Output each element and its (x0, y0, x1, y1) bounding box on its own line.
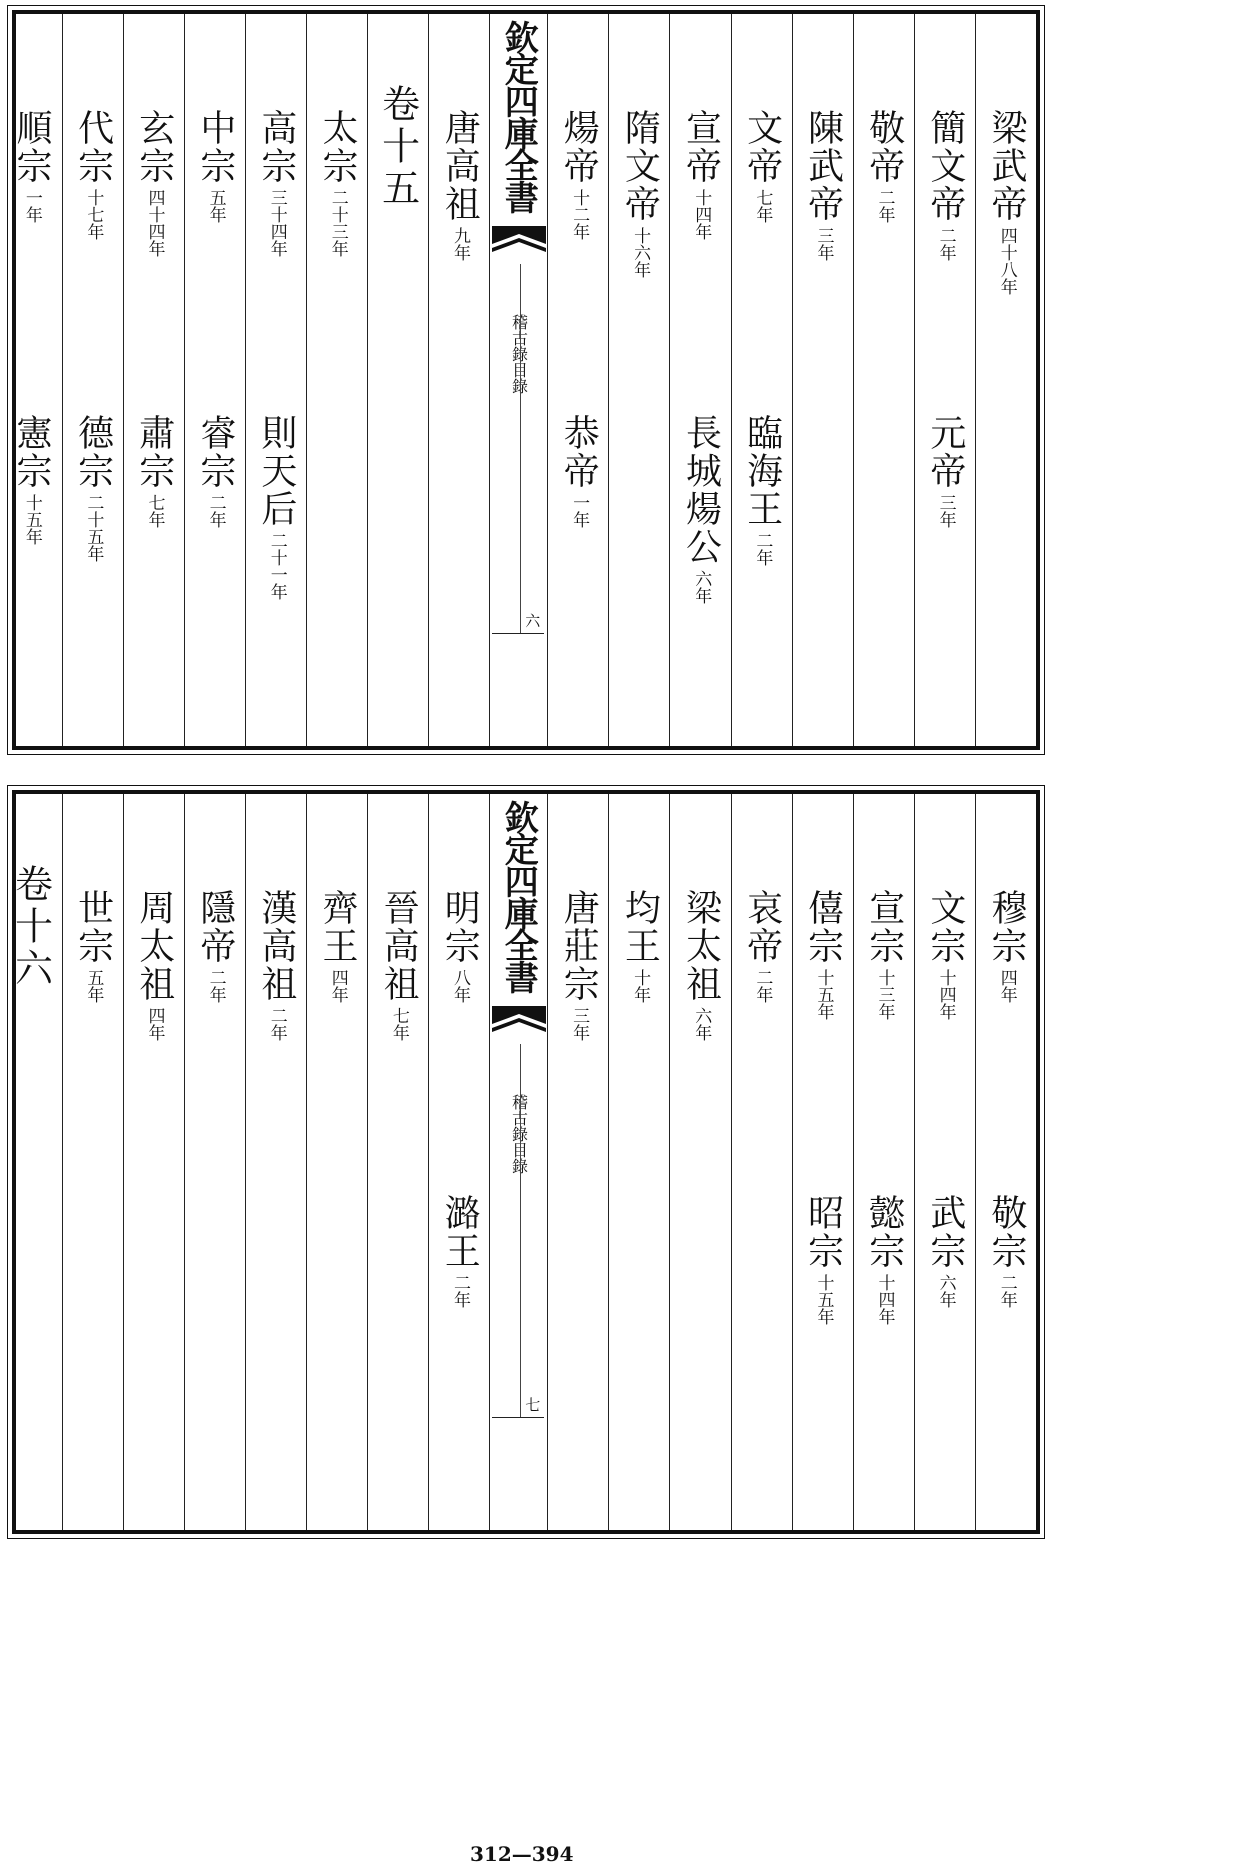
ruler-name: 敬宗 (985, 1194, 1027, 1270)
reign-years: 二年 (205, 494, 226, 528)
text-column (608, 794, 669, 1530)
reign-entry (246, 414, 306, 600)
ruler-name: 中宗 (194, 109, 236, 185)
ruler-name: 宣帝 (680, 109, 722, 185)
reign-entry (548, 109, 608, 240)
ruler-name: 潞王 (439, 1194, 481, 1270)
reign-years: 二十三年 (327, 189, 348, 257)
reign-entry (124, 414, 184, 528)
text-column (975, 14, 1036, 746)
ruler-name: 昭宗 (802, 1194, 844, 1270)
ruler-name: 梁武帝 (985, 109, 1027, 223)
text-column (914, 14, 975, 746)
reign-entry (307, 889, 367, 1003)
text-column (1, 14, 62, 746)
folio-rule (492, 1417, 544, 1418)
ruler-name: 哀帝 (741, 889, 783, 965)
text-column (367, 794, 428, 1530)
text-column (731, 794, 792, 1530)
reign-entry (63, 889, 123, 1003)
text-column (428, 794, 489, 1530)
reign-years: 二年 (449, 1274, 470, 1308)
reign-entry (732, 889, 792, 1003)
reign-years: 四十四年 (144, 189, 165, 257)
ruler-name: 肅宗 (133, 414, 175, 490)
reign-years: 二年 (935, 227, 956, 261)
reign-years: 七年 (388, 1007, 409, 1041)
ruler-name: 代宗 (72, 109, 114, 185)
reign-entry (185, 109, 245, 223)
ruler-name: 僖宗 (802, 889, 844, 965)
reign-years: 五年 (205, 189, 226, 223)
text-column (792, 794, 853, 1530)
reign-entry (976, 109, 1036, 295)
reign-years: 六年 (935, 1274, 956, 1308)
top-page (12, 10, 1040, 750)
ruler-name: 憲宗 (11, 414, 53, 490)
reign-years: 十四年 (935, 969, 956, 1020)
reign-years: 六年 (691, 1007, 712, 1041)
reign-entry (246, 109, 306, 257)
ruler-name: 簡文帝 (924, 109, 966, 223)
reign-entry (732, 109, 792, 223)
reign-entry (915, 1194, 975, 1308)
ruler-name: 文帝 (741, 109, 783, 185)
ruler-name: 高宗 (255, 109, 297, 185)
reign-years: 七年 (144, 494, 165, 528)
folio-rule (492, 633, 544, 634)
text-column (184, 14, 245, 746)
text-column (547, 794, 608, 1530)
reign-years: 四年 (327, 969, 348, 1003)
reign-entry (854, 889, 914, 1020)
ruler-name: 穆宗 (985, 889, 1027, 965)
ruler-name: 宣宗 (863, 889, 905, 965)
text-column (184, 794, 245, 1530)
text-column (123, 794, 184, 1530)
reign-entry (548, 889, 608, 1041)
text-column (367, 14, 428, 746)
ruler-name: 世宗 (72, 889, 114, 965)
ruler-name: 懿宗 (863, 1194, 905, 1270)
reign-entry (429, 109, 489, 261)
text-column (669, 794, 730, 1530)
reign-years: 十六年 (630, 227, 651, 278)
ruler-name: 文宗 (924, 889, 966, 965)
reign-entry (793, 1194, 853, 1325)
reign-entry (63, 414, 123, 562)
fold-line (520, 264, 521, 634)
ruler-name: 均王 (619, 889, 661, 965)
text-column (62, 794, 123, 1530)
collection-title: 欽定四庫全書 (498, 800, 539, 992)
text-column (975, 794, 1036, 1530)
reign-years: 十四年 (691, 189, 712, 240)
reign-entry (670, 889, 730, 1041)
text-column (669, 14, 730, 746)
reign-years: 二十一年 (266, 532, 287, 600)
ruler-name: 煬帝 (558, 109, 600, 185)
reign-entry (854, 109, 914, 223)
reign-years: 二年 (205, 969, 226, 1003)
text-column (245, 14, 306, 746)
ruler-name: 太宗 (317, 109, 359, 185)
ruler-name: 齊王 (317, 889, 359, 965)
reign-years: 十七年 (83, 189, 104, 240)
reign-years: 二年 (752, 969, 773, 1003)
reign-entry (915, 109, 975, 261)
reign-entry (246, 889, 306, 1041)
text-column (62, 14, 123, 746)
reign-entry (609, 109, 669, 278)
ruler-name: 唐莊宗 (558, 889, 600, 1003)
reign-years: 五年 (83, 969, 104, 1003)
reign-entry (976, 889, 1036, 1003)
reign-entry (124, 109, 184, 257)
reign-entry (1, 109, 62, 223)
reign-years: 三年 (569, 1007, 590, 1041)
reign-years: 一年 (21, 189, 42, 223)
text-column (123, 14, 184, 746)
ruler-name: 漢高祖 (255, 889, 297, 1003)
ruler-name: 隱帝 (194, 889, 236, 965)
reign-entry (609, 889, 669, 1003)
reign-entry (793, 889, 853, 1020)
volume-heading: 卷十五 (375, 84, 420, 210)
volume-heading: 卷十六 (8, 864, 53, 990)
fish-tail-mark-icon (492, 226, 546, 260)
reign-entry (63, 109, 123, 240)
reign-years: 十四年 (874, 1274, 895, 1325)
ruler-name: 陳武帝 (802, 109, 844, 223)
reign-years: 四年 (144, 1007, 165, 1041)
center-fold-column (489, 794, 547, 1530)
reign-years: 四年 (996, 969, 1017, 1003)
text-column (428, 14, 489, 746)
reign-entry (1, 414, 62, 545)
ruler-name: 順宗 (11, 109, 53, 185)
fish-tail-mark-icon (492, 1006, 546, 1040)
reign-years: 三年 (813, 227, 834, 261)
reign-entry (307, 109, 367, 257)
reign-years: 二年 (874, 189, 895, 223)
reign-years: 三年 (935, 494, 956, 528)
ruler-name: 晉高祖 (378, 889, 420, 1003)
reign-years: 十五年 (21, 494, 42, 545)
reign-entry (429, 1194, 489, 1308)
text-column (547, 14, 608, 746)
reign-entry (124, 889, 184, 1041)
reign-years: 十二年 (569, 189, 590, 240)
book-subtitle: 稽古錄目錄 (509, 314, 529, 394)
ruler-name: 元帝 (924, 414, 966, 490)
ruler-name: 長城煬公 (680, 414, 722, 566)
reign-entry (185, 889, 245, 1003)
reign-years: 十五年 (813, 969, 834, 1020)
reign-years: 二年 (996, 1274, 1017, 1308)
text-column (1, 794, 62, 1530)
page-footer-number: 312—394 (470, 1842, 574, 1866)
reign-entry (915, 414, 975, 528)
ruler-name: 周太祖 (133, 889, 175, 1003)
reign-entry (670, 414, 730, 604)
reign-entry (185, 414, 245, 528)
text-column (306, 794, 367, 1530)
ruler-name: 隋文帝 (619, 109, 661, 223)
reign-years: 九年 (449, 227, 470, 261)
reign-years: 六年 (691, 570, 712, 604)
ruler-name: 玄宗 (133, 109, 175, 185)
ruler-name: 唐高祖 (439, 109, 481, 223)
reign-years: 十三年 (874, 969, 895, 1020)
reign-entry (429, 889, 489, 1003)
top-columns (11, 14, 1036, 746)
center-fold-column (489, 14, 547, 746)
reign-entry (976, 1194, 1036, 1308)
text-column (731, 14, 792, 746)
text-column (914, 794, 975, 1530)
reign-entry (793, 109, 853, 261)
reign-entry (915, 889, 975, 1020)
reign-years: 四十八年 (996, 227, 1017, 295)
reign-years: 一年 (569, 494, 590, 528)
reign-years: 二年 (752, 532, 773, 566)
text-column (306, 14, 367, 746)
text-column (792, 14, 853, 746)
ruler-name: 武宗 (924, 1194, 966, 1270)
reign-years: 十年 (630, 969, 651, 1003)
reign-entry (670, 109, 730, 240)
reign-years: 七年 (752, 189, 773, 223)
ruler-name: 臨海王 (741, 414, 783, 528)
collection-title: 欽定四庫全書 (498, 20, 539, 212)
ruler-name: 德宗 (72, 414, 114, 490)
text-column (245, 794, 306, 1530)
reign-years: 二十五年 (83, 494, 104, 562)
bottom-page (8, 790, 1040, 1534)
reign-years: 八年 (449, 969, 470, 1003)
folio-number: 六 (523, 613, 542, 628)
ruler-name: 梁太祖 (680, 889, 722, 1003)
fold-line (520, 1044, 521, 1418)
folio-number: 七 (523, 1397, 542, 1412)
ruler-name: 恭帝 (558, 414, 600, 490)
reign-years: 二年 (266, 1007, 287, 1041)
reign-entry (368, 889, 428, 1041)
reign-entry (854, 1194, 914, 1325)
text-column (853, 794, 914, 1530)
text-column (608, 14, 669, 746)
reign-entry (548, 414, 608, 528)
ruler-name: 敬帝 (863, 109, 905, 185)
text-column (853, 14, 914, 746)
bottom-columns (8, 794, 1036, 1530)
ruler-name: 則天后 (255, 414, 297, 528)
reign-years: 十五年 (813, 1274, 834, 1325)
ruler-name: 睿宗 (194, 414, 236, 490)
ruler-name: 明宗 (439, 889, 481, 965)
reign-entry (732, 414, 792, 566)
reign-years: 三十四年 (266, 189, 287, 257)
book-subtitle: 稽古錄目錄 (509, 1094, 529, 1174)
